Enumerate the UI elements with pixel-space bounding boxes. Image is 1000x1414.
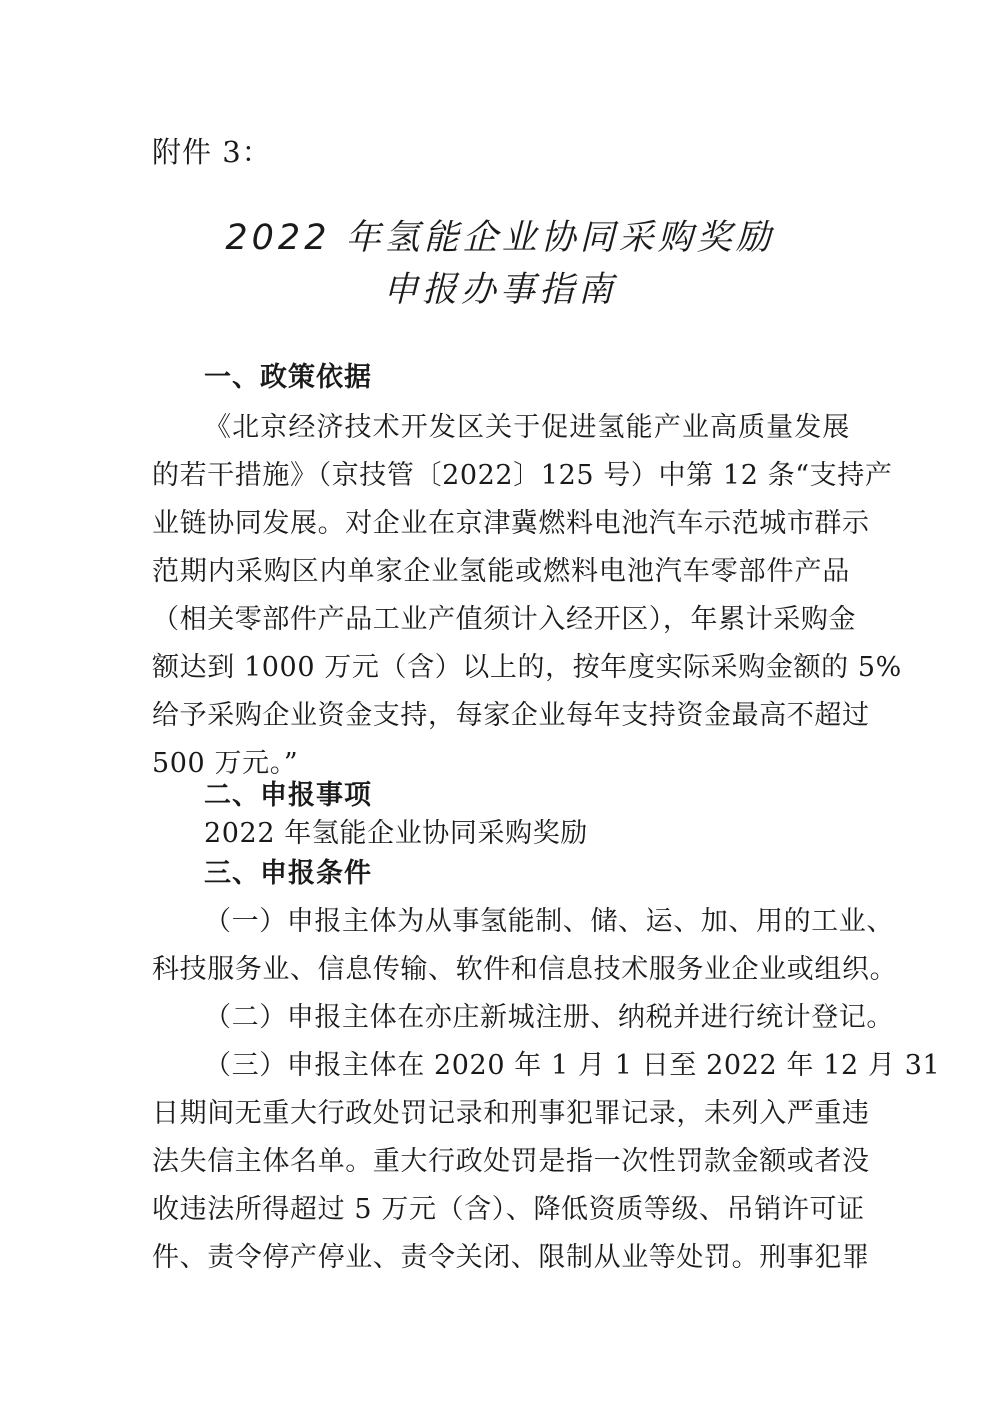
paragraph-line: （相关零部件产品工业产值须计入经开区），年累计采购金 <box>152 604 857 635</box>
paragraph-line: 业链协同发展。对企业在京津冀燃料电池汽车示范城市群示 <box>152 508 870 539</box>
section-heading-application-conditions: 三、申报条件 <box>204 858 372 889</box>
section-heading-application-item: 二、申报事项 <box>204 780 372 811</box>
paragraph-line: 给予采购企业资金支持，每家企业每年支持资金最高不超过 <box>152 700 870 731</box>
attachment-label: 附件 3： <box>152 135 272 169</box>
paragraph-line: 日期间无重大行政处罚记录和刑事犯罪记录，未列入严重违 <box>152 1098 870 1129</box>
paragraph-line: 的若干措施》（京技管〔2022〕125 号）中第 12 条“支持产 <box>152 460 893 491</box>
paragraph-line: 件、责令停产停业、责令关闭、限制从业等处罚。刑事犯罪 <box>152 1242 870 1273</box>
paragraph-line: 法失信主体名单。重大行政处罚是指一次性罚款金额或者没 <box>152 1146 870 1177</box>
paragraph-line: （一）申报主体为从事氢能制、储、运、加、用的工业、 <box>204 906 894 937</box>
paragraph-line: 500 万元。” <box>152 748 299 779</box>
paragraph-line: 范期内采购区内单家企业氢能或燃料电池汽车零部件产品 <box>152 556 850 587</box>
section-heading-policy-basis: 一、政策依据 <box>204 362 372 393</box>
paragraph-line: 收违法所得超过 5 万元（含）、降低资质等级、吊销许可证 <box>152 1194 865 1225</box>
paragraph-line: 2022 年氢能企业协同采购奖励 <box>204 818 588 849</box>
paragraph-line: 科技服务业、信息传输、软件和信息技术服务业企业或组织。 <box>152 954 898 985</box>
paragraph-line: 额达到 1000 万元（含）以上的，按年度实际采购金额的 5% <box>152 652 902 683</box>
paragraph-line: 《北京经济技术开发区关于促进氢能产业高质量发展 <box>204 412 850 443</box>
paragraph-line: （二）申报主体在亦庄新城注册、纳税并进行统计登记。 <box>204 1002 894 1033</box>
paragraph-line: （三）申报主体在 2020 年 1 月 1 日至 2022 年 12 月 31 <box>204 1050 941 1081</box>
document-title-line-1: 2022 年氢能企业协同采购奖励 <box>225 218 775 258</box>
document-title-line-2: 申报办事指南 <box>382 270 617 310</box>
